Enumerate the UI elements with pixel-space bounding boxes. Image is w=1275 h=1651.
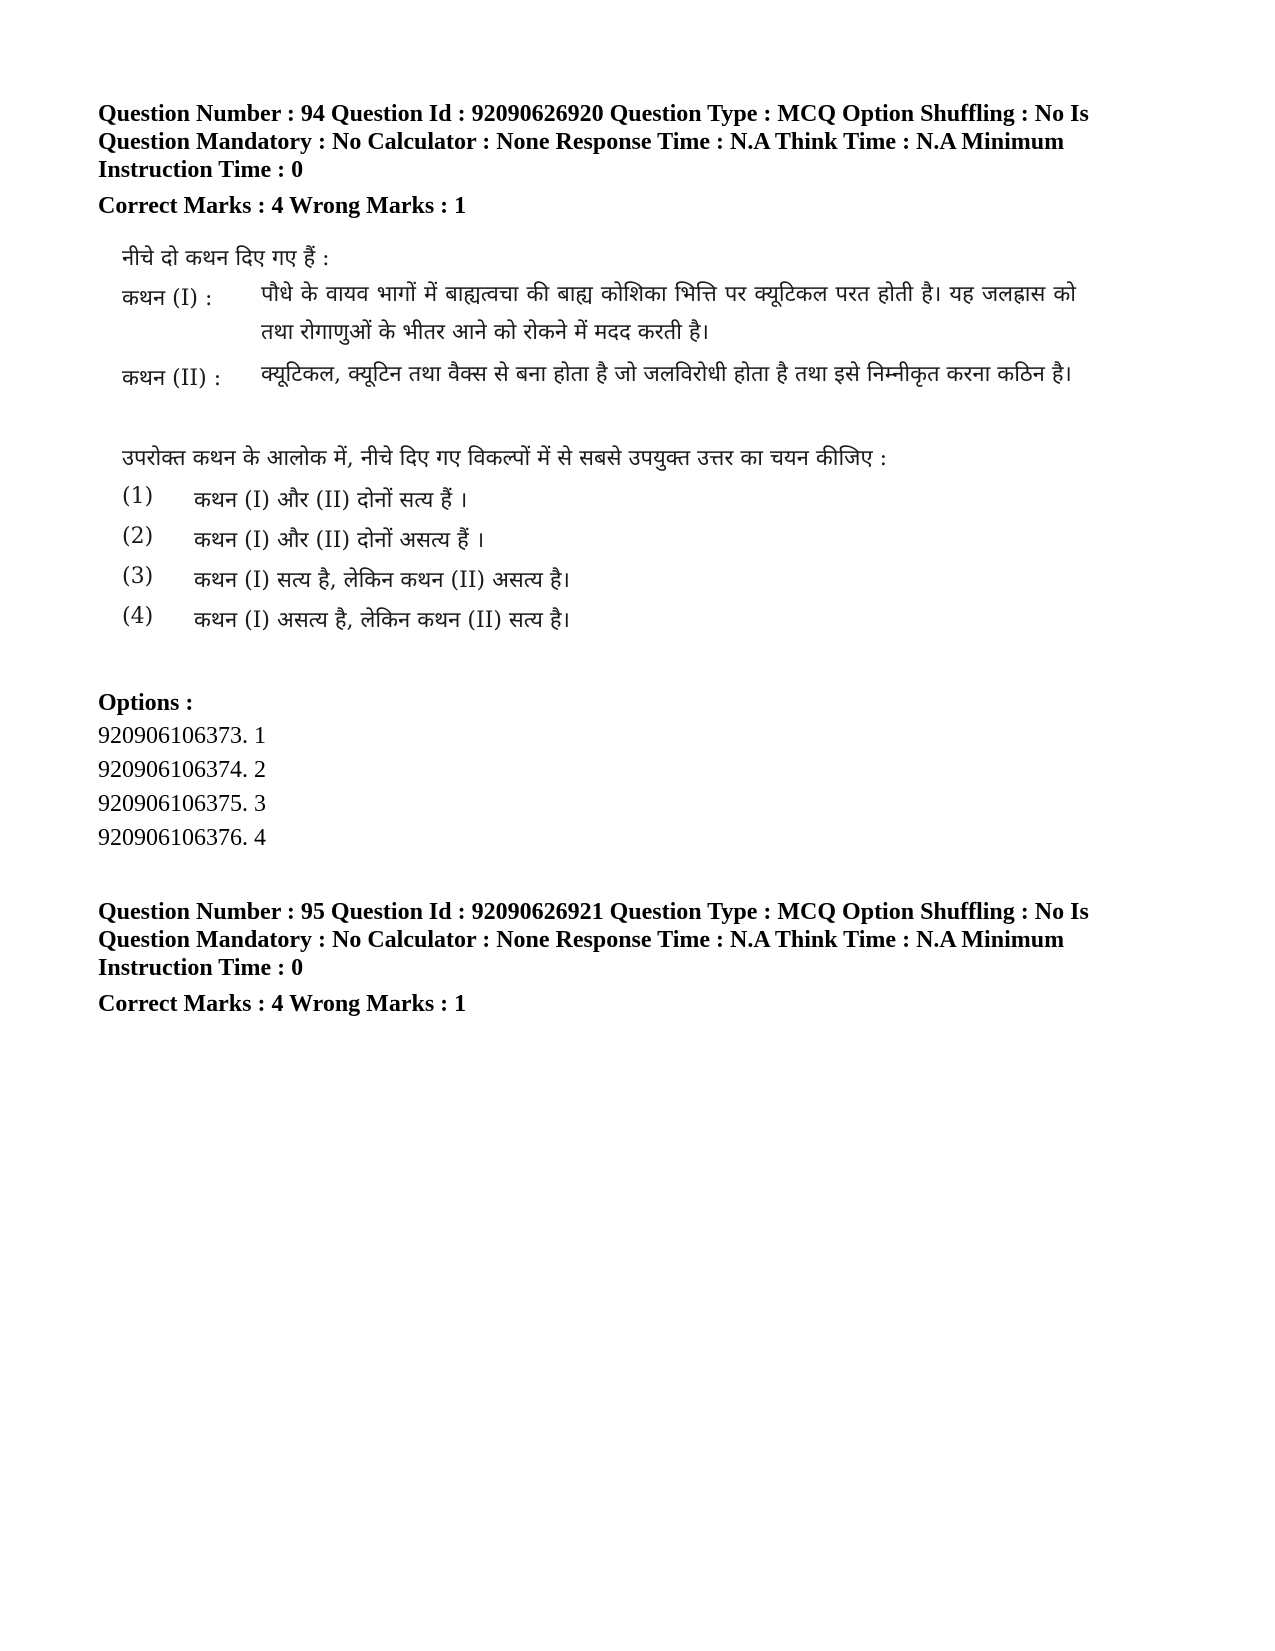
choice-3-number: (3) xyxy=(122,564,154,589)
statement-1-text: पौधे के वायव भागों में बाह्यत्वचा की बाह्य कोशिका भित्ति पर क्यूटिकल परत होती है। यह जलह्रास को तथा रोगाणुओं के भीतर आने को रोकने में मदद करती है। xyxy=(261,282,1076,345)
statement-2-text: क्यूटिकल, क्यूटिन तथा वैक्स से बना होता है जो जलविरोधी होता है तथा इसे निम्नीकृत करना कठिन है। xyxy=(261,362,1072,387)
question-95-marks: Correct Marks : 4 Wrong Marks : 1 xyxy=(98,991,467,1017)
choice-4-text: कथन (I) असत्य है, लेकिन कथन (II) सत्य है। xyxy=(194,608,570,633)
question-instruction: उपरोक्त कथन के आलोक में, नीचे दिए गए विकल्पों में से सबसे उपयुक्त उत्तर का चयन कीजिए : xyxy=(122,446,888,471)
question-intro: नीचे दो कथन दिए गए हैं : xyxy=(122,246,330,271)
question-95-header: Question Number : 95 Question Id : 92090626921 Question Type : MCQ Option Shuffling : No Is Question Mandatory : No Calculator : None Response Time : N.A Think Time : N.A Minimum Instruction Time : 0 xyxy=(98,899,1089,981)
statement-1-label: कथन (I) : xyxy=(122,286,213,311)
choice-4-number: (4) xyxy=(122,604,154,629)
choice-2-text: कथन (I) और (II) दोनों असत्य हैं । xyxy=(194,528,485,553)
option-item: 920906106373. 1 xyxy=(98,723,266,749)
choice-3-text: कथन (I) सत्य है, लेकिन कथन (II) असत्य है। xyxy=(194,568,570,593)
options-label: Options : xyxy=(98,690,194,716)
option-item: 920906106375. 3 xyxy=(98,791,266,817)
question-94-header: Question Number : 94 Question Id : 92090626920 Question Type : MCQ Option Shuffling : No Is Question Mandatory : No Calculator : None Response Time : N.A Think Time : N.A Minimum Instruction Time : 0 xyxy=(98,101,1089,183)
option-item: 920906106374. 2 xyxy=(98,757,266,783)
choice-1-text: कथन (I) और (II) दोनों सत्य हैं । xyxy=(194,488,468,513)
option-item: 920906106376. 4 xyxy=(98,825,266,851)
statement-2-label: कथन (II) : xyxy=(122,366,222,391)
choice-1-number: (1) xyxy=(122,484,154,509)
choice-2-number: (2) xyxy=(122,524,154,549)
question-94-marks: Correct Marks : 4 Wrong Marks : 1 xyxy=(98,193,467,219)
